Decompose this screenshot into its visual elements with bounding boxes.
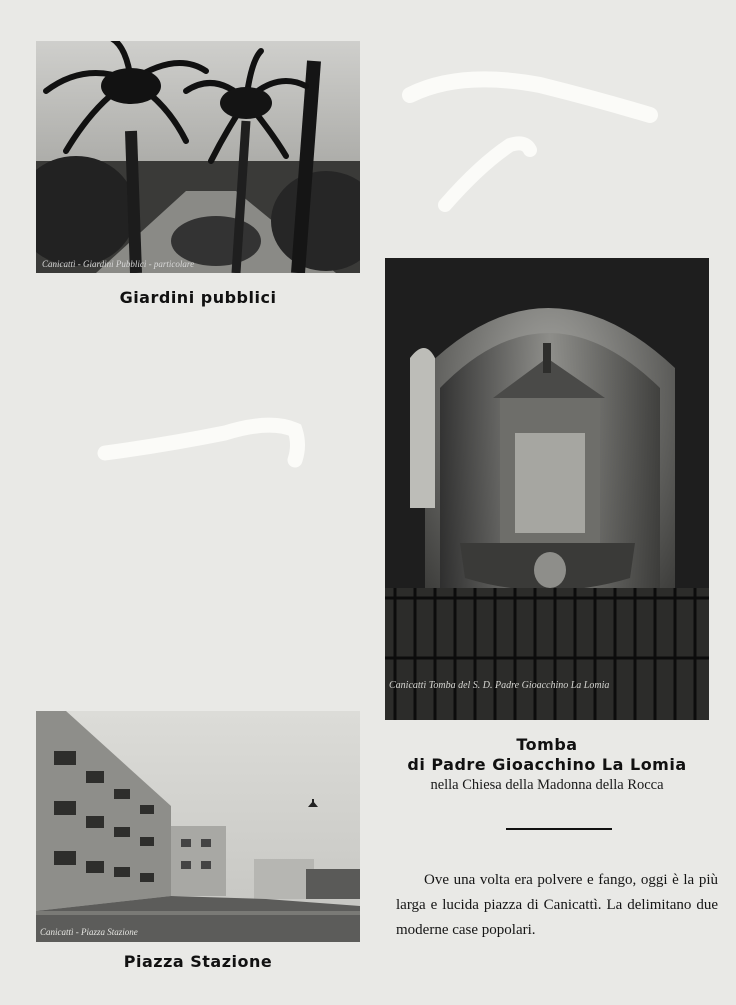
body-paragraph-text: Ove una volta era polvere e fango, oggi è la più larga e lucida piazza di Canicattì. La delimitano due moderne case popolari. [396,872,718,938]
caption-tomba-line2: di Padre Gioacchino La Lomia [407,755,687,774]
paper-smear-middle [95,405,310,475]
section-divider [506,828,612,830]
photo-giardini-pubblici [36,41,360,273]
caption-tomba-line1: Tomba [516,735,578,754]
body-paragraph [396,868,718,943]
photo-label-piazza: Canicattì - Piazza Stazione [40,927,138,937]
caption-giardini-pubblici: Giardini pubblici [119,288,277,307]
photo-label-giardini: Canicattì - Giardini Pubblici - particolare [42,259,195,269]
caption-piazza-stazione: Piazza Stazione [123,952,273,971]
photo-label-tomba: Canicattì Tomba del S. D. Padre Gioacchino La Lomia [389,680,610,691]
photo-piazza-stazione [36,711,360,942]
photo-tomba-la-lomia [385,258,709,720]
paper-smear-top [400,65,670,225]
subcaption-tomba: nella Chiesa della Madonna della Rocca [430,777,664,793]
